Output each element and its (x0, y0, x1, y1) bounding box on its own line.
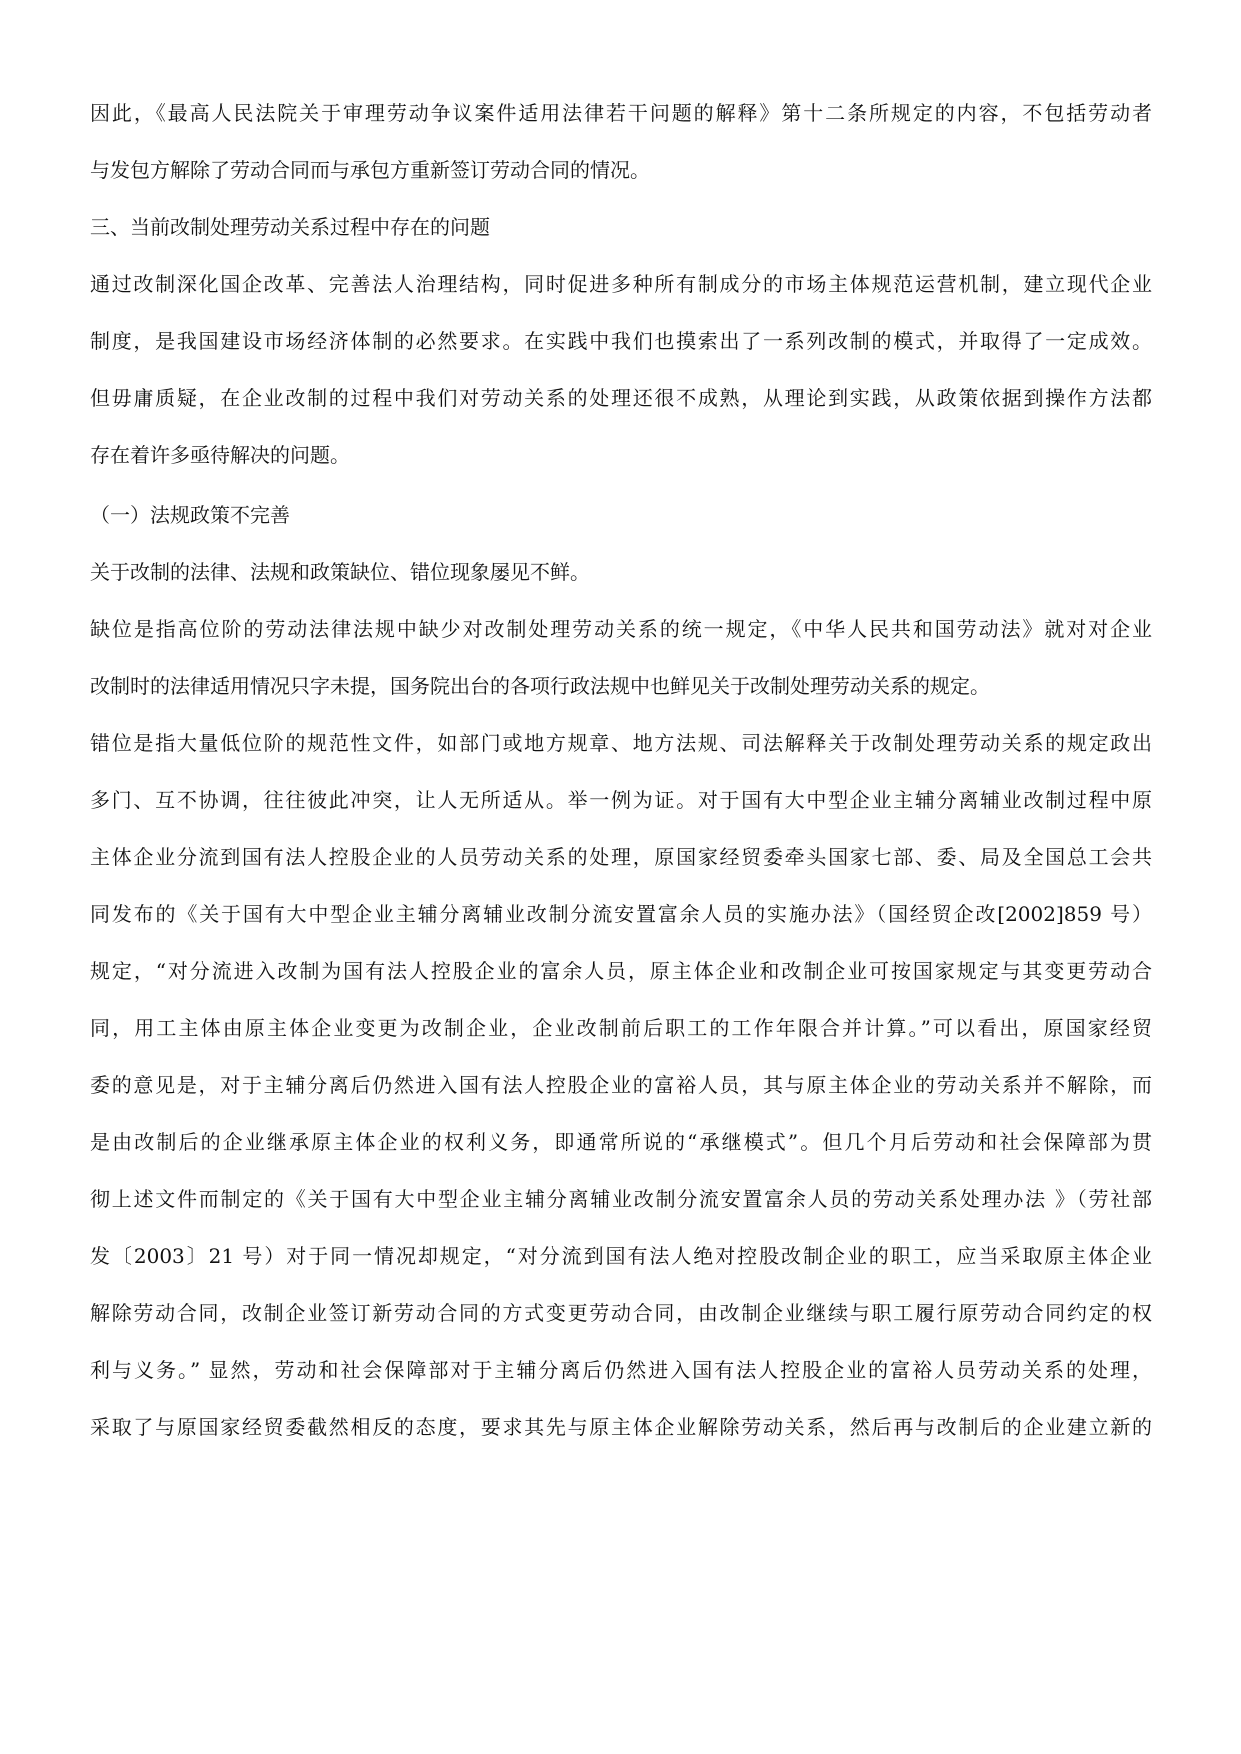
text-line: 委的意见是，对于主辅分离后仍然进入国有法人控股企业的富裕人员，其与原主体企业的劳动关系并不解除，而 (90, 1073, 1152, 1097)
text-line: 主体企业分流到国有法人控股企业的人员劳动关系的处理，原国家经贸委牵头国家七部、委、局及全国总工会共 (90, 845, 1152, 869)
text-line: 因此，《最高人民法院关于审理劳动争议案件适用法律若干问题的解释》第十二条所规定的内容，不包括劳动者 (90, 101, 1152, 125)
text-line: 缺位是指高位阶的劳动法律法规中缺少对改制处理劳动关系的统一规定，《中华人民共和国劳动法》就对对企业 (90, 617, 1152, 641)
text-line: 发〔2003〕21 号）对于同一情况却规定，“对分流到国有法人绝对控股改制企业的职工，应当采取原主体企业 (90, 1244, 1152, 1268)
text-line: 改制时的法律适用情况只字未提，国务院出台的各项行政法规中也鲜见关于改制处理劳动关系的规定。 (90, 674, 990, 698)
text-line: 存在着许多亟待解决的问题。 (90, 443, 350, 467)
text-line: 同发布的《关于国有大中型企业主辅分离辅业改制分流安置富余人员的实施办法》（国经贸企改[2002]859 号） (90, 902, 1152, 926)
text-line: 通过改制深化国企改革、完善法人治理结构，同时促进多种所有制成分的市场主体规范运营机制，建立现代企业 (90, 272, 1152, 296)
subsection-heading: （一）法规政策不完善 (90, 503, 290, 527)
text-line: 彻上述文件而制定的《关于国有大中型企业主辅分离辅业改制分流安置富余人员的劳动关系处理办法 》（劳社部 (90, 1187, 1152, 1211)
text-line: 采取了与原国家经贸委截然相反的态度，要求其先与原主体企业解除劳动关系，然后再与改制后的企业建立新的 (90, 1415, 1152, 1439)
text-line: 同，用工主体由原主体企业变更为改制企业，企业改制前后职工的工作年限合并计算。”可以看出，原国家经贸 (90, 1016, 1152, 1040)
section-heading: 三、当前改制处理劳动关系过程中存在的问题 (90, 215, 490, 239)
text-line: 制度，是我国建设市场经济体制的必然要求。在实践中我们也摸索出了一系列改制的模式，并取得了一定成效。 (90, 329, 1152, 353)
text-line: 利与义务。” 显然，劳动和社会保障部对于主辅分离后仍然进入国有法人控股企业的富裕人员劳动关系的处理， (90, 1358, 1152, 1382)
text-line: 规定，“对分流进入改制为国有法人控股企业的富余人员，原主体企业和改制企业可按国家规定与其变更劳动合 (90, 959, 1152, 983)
text-line: 是由改制后的企业继承原主体企业的权利义务，即通常所说的“承继模式”。但几个月后劳动和社会保障部为贯 (90, 1130, 1152, 1154)
text-line: 但毋庸质疑，在企业改制的过程中我们对劳动关系的处理还很不成熟，从理论到实践，从政策依据到操作方法都 (90, 386, 1152, 410)
text-line: 多门、互不协调，往往彼此冲突，让人无所适从。举一例为证。对于国有大中型企业主辅分离辅业改制过程中原 (90, 788, 1152, 812)
text-line: 解除劳动合同，改制企业签订新劳动合同的方式变更劳动合同，由改制企业继续与职工履行原劳动合同约定的权 (90, 1301, 1152, 1325)
text-line: 关于改制的法律、法规和政策缺位、错位现象屡见不鲜。 (90, 560, 590, 584)
text-line: 与发包方解除了劳动合同而与承包方重新签订劳动合同的情况。 (90, 158, 650, 182)
text-line: 错位是指大量低位阶的规范性文件，如部门或地方规章、地方法规、司法解释关于改制处理劳动关系的规定政出 (90, 731, 1152, 755)
